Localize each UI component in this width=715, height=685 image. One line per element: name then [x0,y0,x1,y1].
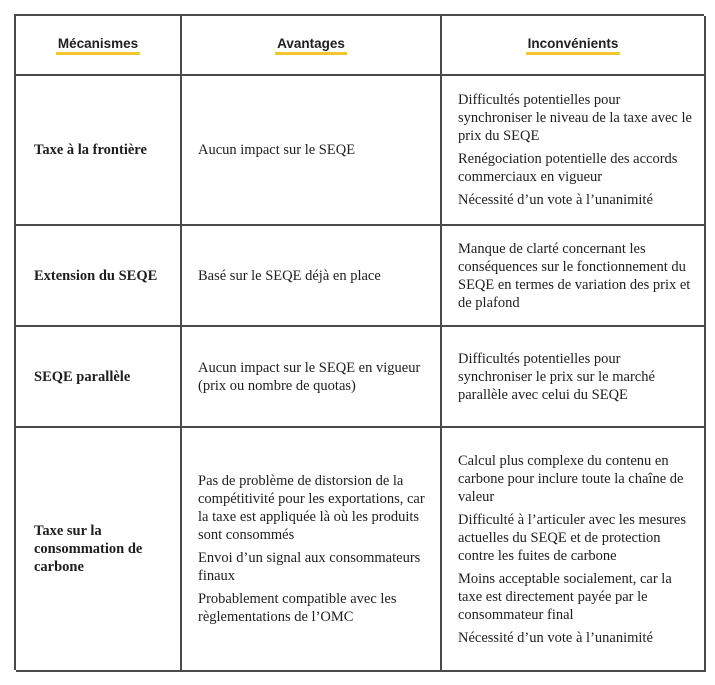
row-0-drawback-1: Renégociation potentielle des accords commerciaux en vigueur [458,151,678,185]
row-1-mechanism-cell [16,226,182,327]
header-advantages [182,16,442,76]
row-3-drawback-1: Difficulté à l’articuler avec les mesures actuelles du SEQE et de protection contre les fuites de carbone [458,511,686,564]
header-mechanisms [16,16,182,76]
row-1-advantages-cell [182,226,442,327]
row-0-drawback-0: Difficultés potentielles pour synchroniser le niveau de la taxe avec le prix du SEQE [458,92,692,144]
header-drawbacks [442,16,706,76]
row-0-drawback-2: Nécessité d’un vote à l’unanimité [458,192,653,208]
row-3-mechanism: Taxe sur la consommation de carbone [34,523,143,575]
header-advantages-label: Avantages [275,35,347,55]
row-1-mechanism: Extension du SEQE [34,267,158,284]
row-1-drawback-0: Manque de clarté concernant les conséquences sur le fonctionnement du SEQE en termes de variation des prix et de plafond [458,240,691,311]
row-1-advantage-0: Basé sur le SEQE déjà en place [198,267,381,284]
row-0-mechanism: Taxe à la frontière [34,142,147,158]
row-3-advantage-2: Probablement compatible avec les règlementations de l’OMC [198,591,397,625]
row-0-drawbacks-cell [442,76,706,226]
comparison-table [14,14,704,670]
row-2-advantages-cell [182,327,442,428]
row-3-drawback-0: Calcul plus complexe du contenu en carbone pour inclure toute la chaîne de valeur [458,452,684,505]
row-0-advantage-0: Aucun impact sur le SEQE [198,142,356,158]
row-2-mechanism-cell [16,327,182,428]
row-2-mechanism: SEQE parallèle [34,368,131,385]
row-3-advantage-1: Envoi d’un signal aux consommateurs finaux [198,550,421,584]
row-3-advantage-0: Pas de problème de distorsion de la compétitivité pour les exportations, car la taxe est appliquée là où les produits sont consommés [198,473,425,543]
header-drawbacks-label: Inconvénients [526,35,621,55]
row-0-mechanism-cell [16,76,182,226]
row-3-drawback-3: Nécessité d’un vote à l’unanimité [458,629,653,646]
row-3-drawback-2: Moins acceptable socialement, car la taxe est directement payée par le consommateur final [458,570,672,623]
row-1-drawbacks-cell [442,226,706,327]
row-2-drawbacks-cell [442,327,706,428]
header-mechanisms-label: Mécanismes [56,35,140,55]
row-3-mechanism-cell [16,428,182,672]
row-2-drawback-0: Difficultés potentielles pour synchroniser le prix sur le marché parallèle avec celui du SEQE [458,350,655,403]
row-3-drawbacks-cell [442,428,706,672]
row-2-advantage-0: Aucun impact sur le SEQE en vigueur (prix ou nombre de quotas) [198,359,421,394]
row-0-advantages-cell [182,76,442,226]
row-3-advantages-cell [182,428,442,672]
